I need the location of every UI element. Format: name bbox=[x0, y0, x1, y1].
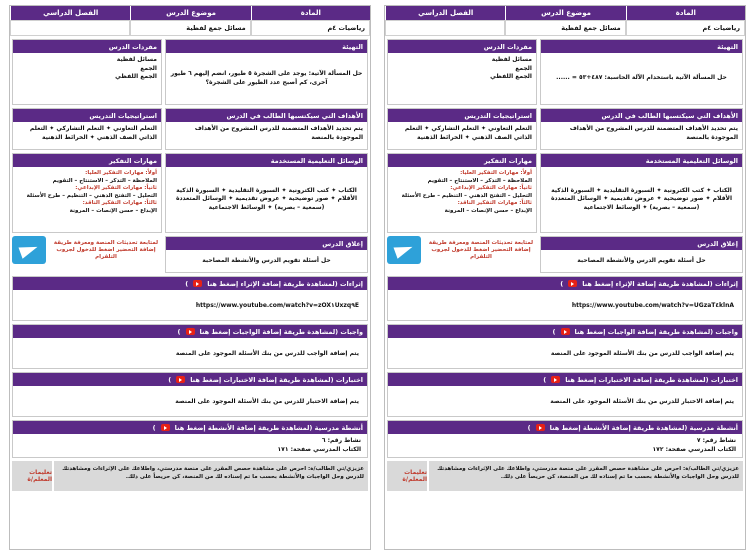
subject-label: المادة bbox=[251, 6, 370, 20]
intro-title: التهيئة bbox=[166, 40, 367, 53]
closing-panel bbox=[165, 236, 368, 273]
topic-value: مسائل جمع لفظية bbox=[505, 20, 625, 36]
telegram-link[interactable] bbox=[387, 236, 537, 264]
goals-panel bbox=[540, 108, 743, 150]
skills-line: التحليل – التفتح الذهني – التنظيم – طرح الأسئلة bbox=[401, 192, 532, 199]
strategies-text: التعلم التعاوني ✦ التعلم التشاركي ✦ التعلم الذاتي الصف الذهني ✦ الخرائط الذهنية bbox=[29, 125, 157, 141]
activity-page: الكتاب المدرسي صفحة: ١٧٢ bbox=[652, 445, 736, 453]
media-title: الوسائل التعليمية المستخدمة bbox=[166, 154, 367, 167]
youtube-icon[interactable] bbox=[186, 328, 195, 335]
closing-text: حل أسئلة تقويم الدرس والأنشطة المصاحبة bbox=[202, 256, 331, 264]
activities-section bbox=[12, 420, 368, 458]
skills-line: ثالثاً: مهارات التفكير الناقد: bbox=[457, 200, 532, 206]
homework-section bbox=[12, 324, 368, 369]
semester-value bbox=[385, 20, 505, 36]
tests-title: اختبارات (لمشاهدة طريقة إضافة الاختبارات إضغط هنا bbox=[190, 375, 363, 384]
skills-line: ثانياً: مهارات التفكير الإبداعي: bbox=[75, 185, 157, 191]
enrich-title: إثراءات (لمشاهدة طريقة إضافة الإثراء إضغط هنا bbox=[582, 279, 738, 288]
header-labels bbox=[385, 6, 745, 20]
tests-header[interactable]: اختبارات (لمشاهدة طريقة إضافة الاختبارات إضغط هنا ) bbox=[13, 373, 367, 386]
closing-title: إغلاق الدرس bbox=[541, 237, 742, 250]
instructions-label: تعليمات المعلم/ة bbox=[387, 461, 429, 491]
homework-header[interactable]: واجبات (لمشاهدة طريقة إضافة الواجبات إضغط هنا ) bbox=[13, 325, 367, 338]
skills-line: ثالثاً: مهارات التفكير الناقد: bbox=[82, 200, 157, 206]
activities-title: أنشطة مدرسية (لمشاهدة طريقة إضافة الأنشطة إضغط هنا bbox=[549, 423, 738, 432]
telegram-icon bbox=[12, 236, 46, 264]
vocab-panel bbox=[12, 39, 162, 105]
youtube-icon[interactable] bbox=[561, 328, 570, 335]
semester-label: الفصل الدراسي bbox=[10, 6, 130, 20]
enrich-url[interactable]: https://www.youtube.com/watch?v=zOX‎١U‎xzq‎٩E bbox=[195, 301, 359, 309]
instructions-row bbox=[387, 461, 743, 491]
intro-text: حل المسألة الآتية: يوجد على الشجرة ٥ طيور، انضم إليهم ٦ طيور آخرى، كم أصبح عدد الطيور على الشجرة؟ bbox=[170, 70, 363, 86]
skills-line: الملاحظة – التذكر – الاستنتاج – التقويم bbox=[427, 177, 532, 184]
header-labels bbox=[10, 6, 370, 20]
strategies-title: استراتيجيات التدريس bbox=[13, 109, 161, 122]
instructions-text: عزيزي/تي الطالب/ة: احرص على مشاهدة حصص المقرر على منصة مدرستي، واطلاعك على الإثراءات ومشاهدتك للدرس وحل الواجبات والأنشطة بحسب ما تم إسناده لك من المنصة، كن حريصاً على ذلك. bbox=[54, 461, 368, 491]
skills-line: أولاً: مهارات التفكير العليا: bbox=[85, 170, 157, 176]
lesson-sheet-left bbox=[9, 5, 371, 550]
topic-label: موضوع الدرس bbox=[505, 6, 625, 20]
activity-number: نشاط رقم: ٧ bbox=[696, 437, 736, 444]
vocab-item: الجمع اللفظي bbox=[115, 73, 157, 80]
homework-title: واجبات (لمشاهدة طريقة إضافة الواجبات إضغط هنا bbox=[199, 327, 363, 336]
page-gap bbox=[372, 0, 383, 554]
instructions-label: تعليمات المعلم/ة bbox=[12, 461, 54, 491]
skills-line: الإبداع – حسن الإنصات – المرونة bbox=[69, 207, 157, 214]
homework-text: يتم إضافة الواجب للدرس من بنك الأسئلة الموجود على المنصة bbox=[175, 349, 359, 357]
topic-label: موضوع الدرس bbox=[130, 6, 250, 20]
intro-text: حل المسألة الآتية باستخدام الآلة الحاسبة: ٤٨٧+٥٣ = ...... bbox=[556, 74, 727, 82]
goals-text: يتم تحديد الأهداف المتضمنة للدرس المشروح من الأهداف الموجودة بالمنصة bbox=[569, 125, 738, 141]
semester-value bbox=[10, 20, 130, 36]
subject-value: رياضيات ٤م bbox=[626, 20, 745, 36]
homework-title: واجبات (لمشاهدة طريقة إضافة الواجبات إضغط هنا bbox=[574, 327, 738, 336]
media-title: الوسائل التعليمية المستخدمة bbox=[541, 154, 742, 167]
skills-line: التحليل – التفتح الذهني – التنظيم – طرح الأسئلة bbox=[26, 192, 157, 199]
youtube-icon[interactable] bbox=[161, 424, 170, 431]
enrich-url[interactable]: https://www.youtube.com/watch?v=UGzaT‎٤k‎lnA bbox=[571, 301, 734, 309]
skills-title: مهارات التفكير bbox=[13, 154, 161, 167]
intro-title: التهيئة bbox=[541, 40, 742, 53]
skills-panel bbox=[12, 153, 162, 233]
vocab-title: مفردات الدرس bbox=[13, 40, 161, 53]
instructions-row bbox=[12, 461, 368, 491]
skills-line: أولاً: مهارات التفكير العليا: bbox=[460, 170, 532, 176]
goals-panel bbox=[165, 108, 368, 150]
strategies-panel bbox=[12, 108, 162, 150]
vocab-item: الجمع اللفظي bbox=[490, 73, 532, 80]
skills-line: ثانياً: مهارات التفكير الإبداعي: bbox=[450, 185, 532, 191]
header-values bbox=[10, 20, 370, 36]
media-panel bbox=[540, 153, 743, 233]
activities-section bbox=[387, 420, 743, 458]
activities-title: أنشطة مدرسية (لمشاهدة طريقة إضافة الأنشطة إضغط هنا bbox=[174, 423, 363, 432]
media-panel bbox=[165, 153, 368, 233]
media-text: الكتاب ✦ كتب الكترونية ✦ السبورة التقليدية ✦ السبورة الذكية الأقلام ✦ صور توضيحية ✦ عروض تقديمية ✦ الوسائل المتعددة (سمعية – بصرية) ✦ الوسائط الاجتماعية bbox=[175, 186, 358, 211]
instructions-text: عزيزي/تي الطالب/ة: احرص على مشاهدة حصص المقرر على منصة مدرستي، واطلاعك على الإثراءات ومشاهدتك للدرس وحل الواجبات والأنشطة بحسب ما تم إسناده لك من المنصة، كن حريصاً على ذلك. bbox=[429, 461, 743, 491]
vocab-item: الجمع bbox=[515, 64, 532, 72]
youtube-icon[interactable] bbox=[193, 280, 202, 287]
vocab-panel bbox=[387, 39, 537, 105]
intro-panel bbox=[540, 39, 743, 105]
tests-section bbox=[12, 372, 368, 417]
enrich-section bbox=[387, 276, 743, 321]
closing-title: إغلاق الدرس bbox=[166, 237, 367, 250]
tests-header[interactable]: اختبارات (لمشاهدة طريقة إضافة الاختبارات إضغط هنا ) bbox=[388, 373, 742, 386]
intro-panel bbox=[165, 39, 368, 105]
subject-label: المادة bbox=[626, 6, 745, 20]
enrich-title: إثراءات (لمشاهدة طريقة إضافة الإثراء إضغط هنا bbox=[207, 279, 363, 288]
activity-page: الكتاب المدرسي صفحة: ١٧١ bbox=[277, 445, 361, 453]
homework-text: يتم إضافة الواجب للدرس من بنك الأسئلة الموجود على المنصة bbox=[550, 349, 734, 357]
youtube-icon[interactable] bbox=[176, 376, 185, 383]
lesson-sheet-right bbox=[384, 5, 746, 550]
activities-header[interactable]: أنشطة مدرسية (لمشاهدة طريقة إضافة الأنشطة إضغط هنا ) bbox=[388, 421, 742, 434]
telegram-link[interactable] bbox=[12, 236, 162, 264]
telegram-text: لمتابعة تحديثات المنصة ومعرفة طريقة إضافة التحضير اضغط للدخول لجروب التلقرام bbox=[428, 239, 534, 260]
enrich-header[interactable]: إثراءات (لمشاهدة طريقة إضافة الإثراء إضغط هنا ) bbox=[13, 277, 367, 290]
skills-line: الملاحظة – التذكر – الاستنتاج – التقويم bbox=[52, 177, 157, 184]
strategies-text: التعلم التعاوني ✦ التعلم التشاركي ✦ التعلم الذاتي الصف الذهني ✦ الخرائط الذهنية bbox=[404, 125, 532, 141]
telegram-text: لمتابعة تحديثات المنصة ومعرفة طريقة إضافة التحضير اضغط للدخول لجروب التلقرام bbox=[53, 239, 159, 260]
skills-panel bbox=[387, 153, 537, 233]
enrich-header[interactable]: إثراءات (لمشاهدة طريقة إضافة الإثراء إضغط هنا ) bbox=[388, 277, 742, 290]
media-text: الكتاب ✦ كتب الكترونية ✦ السبورة التقليدية ✦ السبورة الذكية الأقلام ✦ صور توضيحية ✦ عروض تقديمية ✦ الوسائل المتعددة (سمعية – بصرية) ✦ الوسائط الاجتماعية bbox=[550, 186, 733, 211]
activities-header[interactable]: أنشطة مدرسية (لمشاهدة طريقة إضافة الأنشطة إضغط هنا ) bbox=[13, 421, 367, 434]
vocab-item: مسائل لفظية bbox=[491, 56, 532, 63]
skills-title: مهارات التفكير bbox=[388, 154, 536, 167]
enrich-section bbox=[12, 276, 368, 321]
goals-title: الأهداف التي سيكتسبها الطالب في الدرس bbox=[166, 109, 367, 122]
vocab-title: مفردات الدرس bbox=[388, 40, 536, 53]
tests-section bbox=[387, 372, 743, 417]
strategies-panel bbox=[387, 108, 537, 150]
tests-title: اختبارات (لمشاهدة طريقة إضافة الاختبارات إضغط هنا bbox=[565, 375, 738, 384]
semester-label: الفصل الدراسي bbox=[385, 6, 505, 20]
tests-text: يتم إضافة الاختبار للدرس من بنك الأسئلة الموجود على المنصة bbox=[175, 397, 359, 405]
topic-value: مسائل جمع لفظية bbox=[130, 20, 250, 36]
activity-number: نشاط رقم: ٦ bbox=[321, 437, 361, 444]
vocab-item: مسائل لفظية bbox=[116, 56, 157, 63]
homework-header[interactable]: واجبات (لمشاهدة طريقة إضافة الواجبات إضغط هنا ) bbox=[388, 325, 742, 338]
youtube-icon[interactable] bbox=[568, 280, 577, 287]
skills-line: الإبداع – حسن الإنصات – المرونة bbox=[444, 207, 532, 214]
youtube-icon[interactable] bbox=[536, 424, 545, 431]
youtube-icon[interactable] bbox=[551, 376, 560, 383]
closing-panel bbox=[540, 236, 743, 273]
strategies-title: استراتيجيات التدريس bbox=[388, 109, 536, 122]
closing-text: حل أسئلة تقويم الدرس والأنشطة المصاحبة bbox=[577, 256, 706, 264]
homework-section bbox=[387, 324, 743, 369]
subject-value: رياضيات ٤م bbox=[251, 20, 370, 36]
telegram-icon bbox=[387, 236, 421, 264]
header-values bbox=[385, 20, 745, 36]
vocab-item: الجمع bbox=[140, 64, 157, 72]
goals-text: يتم تحديد الأهداف المتضمنة للدرس المشروح من الأهداف الموجودة بالمنصة bbox=[194, 125, 363, 141]
tests-text: يتم إضافة الاختبار للدرس من بنك الأسئلة الموجود على المنصة bbox=[550, 397, 734, 405]
goals-title: الأهداف التي سيكتسبها الطالب في الدرس bbox=[541, 109, 742, 122]
